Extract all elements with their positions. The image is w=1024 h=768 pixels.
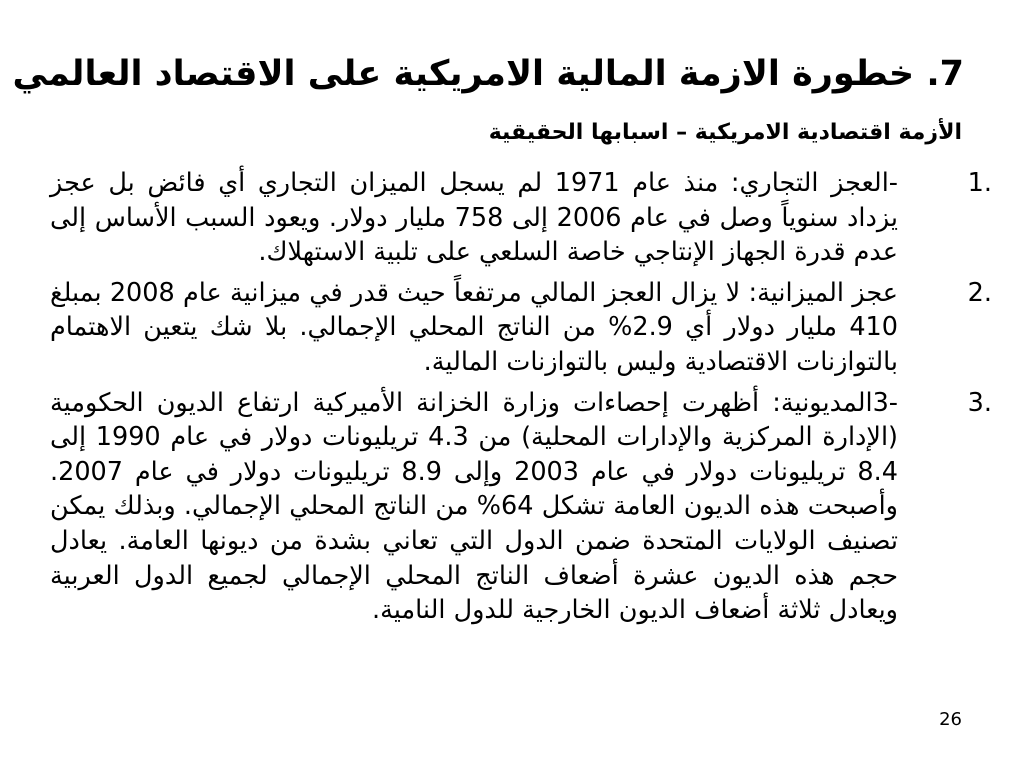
list-item-text: عجز الميزانية: لا يزال العجز المالي مرتفعاً حيث قدر في ميزانية عام 2008 بمبلغ 410 مليار دولار أي 2.9% من الناتج المحلي الإجمالي. بلا شك يتعين الاهتمام بالتوازنات الاقتصادية وليس بالتوازنات المالية.	[50, 277, 898, 377]
list-item-number: 2.	[967, 277, 992, 308]
list-item-number: 3.	[967, 387, 992, 418]
slide-title: 7. خطورة الازمة المالية الامريكية على الاقتصاد العالمي	[12, 54, 964, 94]
list-item-text: -3المديونية: أظهرت إحصاءات وزارة الخزانة الأميركية ارتفاع الديون الحكومية (الإدارة المركزية والإدارات المحلية) من 4.3 تريليونات دولار في عام 1990 إلى 8.4 تريليونات دولار في عام 2003 وإلى 8.9 تريليونات دولار في عام 2007. وأصبحت هذه الديون العامة تشكل 64% من الناتج المحلي الإجمالي. وبذلك يمكن تصنيف الولايات المتحدة ضمن الدول التي تعاني بشدة من ديونها العامة. يعادل حجم هذه الديون عشرة أضعاف الناتج المحلي الإجمالي لجميع الدول العربية ويعادل ثلاثة أضعاف الديون الخارجية للدول النامية.	[50, 387, 898, 626]
numbered-list	[50, 166, 992, 634]
list-item-1	[50, 166, 992, 270]
list-item-text: -العجز التجاري: منذ عام 1971 لم يسجل الميزان التجاري أي فائض بل عجز يزداد سنوياً وصل في عام 2006 إلى 758 مليار دولار. ويعود السبب الأساس إلى عدم قدرة الجهاز الإنتاجي خاصة السلعي على تلبية الاستهلاك.	[50, 168, 898, 268]
slide-subtitle: الأزمة اقتصادية الامريكية – اسبابها الحقيقية	[488, 120, 962, 145]
list-item-2	[50, 276, 992, 380]
list-item-number: 1.	[967, 168, 992, 198]
page-number: 26	[939, 709, 962, 730]
list-item-3	[50, 386, 992, 628]
